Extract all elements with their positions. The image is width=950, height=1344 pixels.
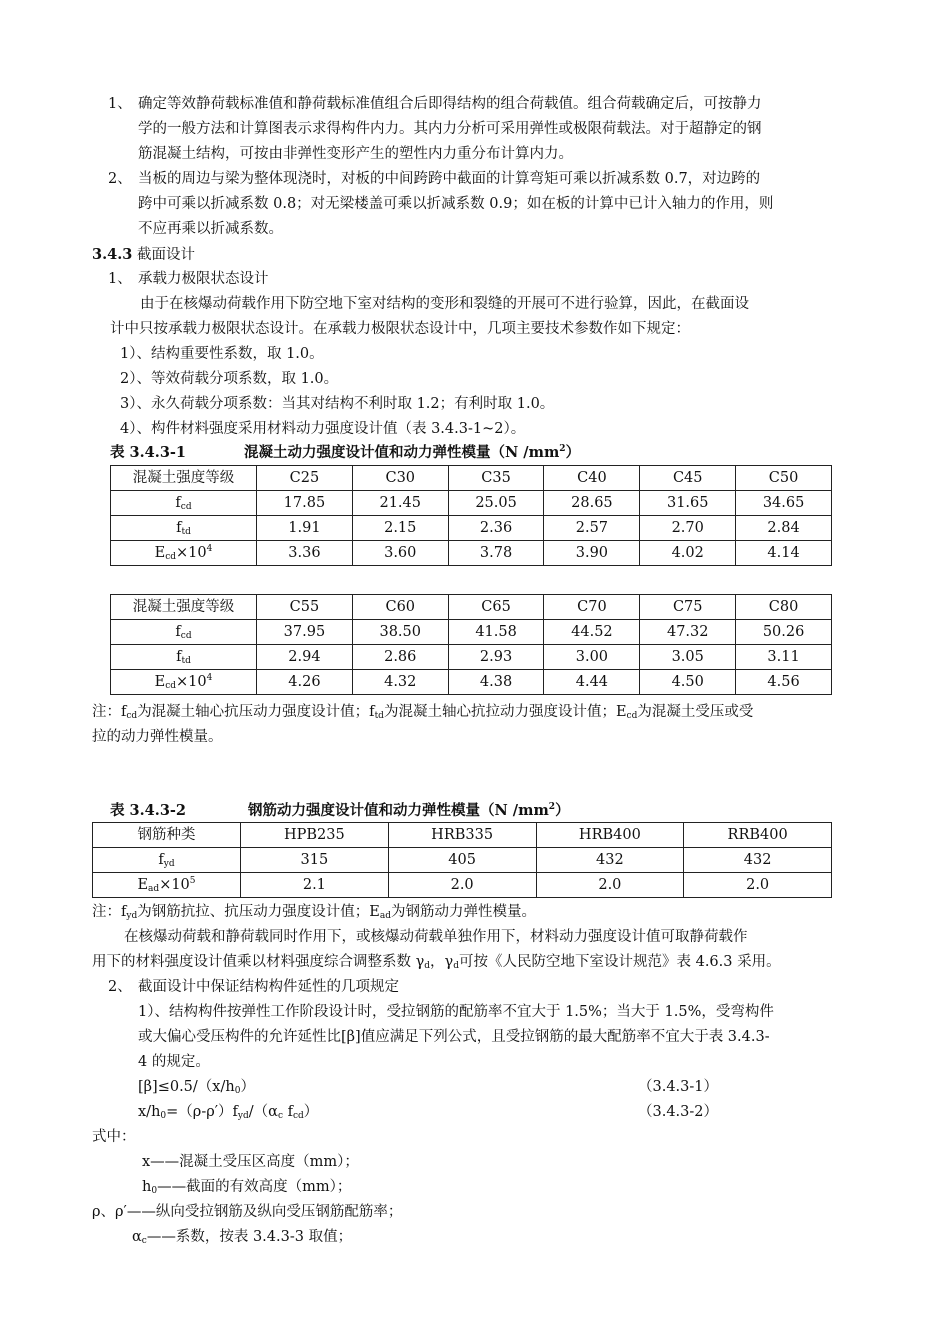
paragraph-line: 不应再乘以折减系数。 bbox=[138, 221, 283, 237]
table-row bbox=[111, 670, 832, 695]
definition: $h_0——$截面的有效高度（mm）； bbox=[142, 1179, 352, 1196]
rule-item: 1）、结构重要性系数，取 1.0。 bbox=[120, 346, 324, 362]
table-cell: 4.26 bbox=[257, 670, 353, 695]
rule-item: 4）、构件材料强度采用材料动力强度设计值（表 3.4.3-1~2）。 bbox=[120, 421, 526, 437]
steel-table bbox=[92, 822, 832, 898]
where-label: 式中： bbox=[92, 1129, 136, 1145]
concrete-table-part1 bbox=[110, 465, 832, 566]
row-label: 混凝土强度等级 bbox=[111, 595, 257, 620]
table-cell: C30 bbox=[352, 466, 448, 491]
table-cell: 2.15 bbox=[352, 516, 448, 541]
list-number: 1、 bbox=[108, 96, 132, 112]
table-cell: 28.65 bbox=[544, 491, 640, 516]
row-label: $f_{td}$ bbox=[111, 645, 257, 670]
table-cell: 4.32 bbox=[352, 670, 448, 695]
paragraph-line: 或大偏心受压构件的允许延性比[β]值应满足下列公式，且受拉钢筋的最大配筋率不宜大于表 3.4.3- bbox=[138, 1029, 770, 1045]
table-cell: 2.0 bbox=[536, 873, 684, 898]
table-row bbox=[111, 541, 832, 566]
table-row bbox=[111, 620, 832, 645]
formula: $x/h_0=(\rho-\rho')f_{yd}/(\alpha_c$ $f_{cd}$） bbox=[138, 1104, 319, 1121]
paragraph-line: 筋混凝土结构，可按由非弹性变形产生的塑性内力重分布计算内力。 bbox=[138, 146, 573, 162]
concrete-table-part2 bbox=[110, 594, 832, 695]
table-cell: 4.14 bbox=[736, 541, 832, 566]
paragraph-line: 学的一般方法和计算图表示求得构件内力。其内力分析可采用弹性或极限荷载法。对于超静定的钢 bbox=[138, 121, 762, 137]
table-cell: HRB335 bbox=[388, 823, 536, 848]
definition: ρ、ρ′——纵向受拉钢筋及纵向受压钢筋配筋率； bbox=[92, 1204, 403, 1220]
table-row bbox=[111, 645, 832, 670]
table-cell: 25.05 bbox=[448, 491, 544, 516]
paragraph-line: 用下的材料强度设计值乘以材料强度综合调整系数 $\gamma_d$，$\gamma_d$可按《人民防空地下室设计规范》表 4.6.3 采用。 bbox=[92, 954, 781, 971]
paragraph-line: 确定等效静荷载标准值和静荷载标准值组合后即得结构的组合荷载值。组合荷载确定后，可按静力 bbox=[138, 96, 762, 112]
table-cell: C65 bbox=[448, 595, 544, 620]
table-cell: C35 bbox=[448, 466, 544, 491]
paragraph-line: 1）、结构构件按弹性工作阶段设计时，受拉钢筋的配筋率不宜大于 1.5%；当大于 1.5%，受弯构件 bbox=[138, 1004, 774, 1020]
table-cell: C60 bbox=[352, 595, 448, 620]
table-cell: 2.84 bbox=[736, 516, 832, 541]
section-heading bbox=[92, 242, 195, 268]
row-label: $f_{cd}$ bbox=[111, 620, 257, 645]
table-cell: C80 bbox=[736, 595, 832, 620]
table-cell: 50.26 bbox=[736, 620, 832, 645]
table-cell: 47.32 bbox=[640, 620, 736, 645]
table-cell: 3.78 bbox=[448, 541, 544, 566]
formula: $[\beta]\le 0.5/(x/h_0)$ bbox=[138, 1079, 255, 1096]
table-row bbox=[93, 848, 832, 873]
table-cell: C75 bbox=[640, 595, 736, 620]
table-cell: 38.50 bbox=[352, 620, 448, 645]
table-cell: 3.00 bbox=[544, 645, 640, 670]
table-cell: C55 bbox=[257, 595, 353, 620]
table-cell: 4.02 bbox=[640, 541, 736, 566]
definition: x——混凝土受压区高度（mm）； bbox=[142, 1154, 359, 1170]
table-cell: HRB400 bbox=[536, 823, 684, 848]
table-cell: 4.38 bbox=[448, 670, 544, 695]
table-note: 拉的动力弹性模量。 bbox=[92, 729, 223, 745]
subsection-number: 1、 bbox=[108, 271, 132, 287]
table-cell: HPB235 bbox=[241, 823, 389, 848]
table-cell: C45 bbox=[640, 466, 736, 491]
table-cell: 432 bbox=[536, 848, 684, 873]
formula-number: （3.4.3-1） bbox=[638, 1079, 719, 1095]
table-note: 注：$f_{yd}$为钢筋抗拉、抗压动力强度设计值；$E_{ad}$为钢筋动力弹性模量。 bbox=[92, 904, 536, 921]
formula-number: （3.4.3-2） bbox=[638, 1104, 719, 1120]
table-cell: 1.91 bbox=[257, 516, 353, 541]
paragraph-line: 在核爆动荷载和静荷载同时作用下，或核爆动荷载单独作用下，材料动力强度设计值可取静荷载作 bbox=[124, 929, 748, 945]
paragraph-line: 跨中可乘以折减系数 0.8；对无梁楼盖可乘以折减系数 0.9；如在板的计算中已计入轴力的作用，则 bbox=[138, 196, 774, 212]
table-cell: 2.57 bbox=[544, 516, 640, 541]
table-caption-number: 表 3.4.3-1 bbox=[110, 444, 187, 461]
table-row bbox=[111, 491, 832, 516]
table-cell: 315 bbox=[241, 848, 389, 873]
table-cell: 2.86 bbox=[352, 645, 448, 670]
table-cell: 44.52 bbox=[544, 620, 640, 645]
subsection-title: 承载力极限状态设计 bbox=[138, 271, 269, 287]
table-cell: 405 bbox=[388, 848, 536, 873]
table-cell: 31.65 bbox=[640, 491, 736, 516]
paragraph-line: 4 的规定。 bbox=[138, 1054, 210, 1070]
row-label: $E_{cd}\times 10^4$ bbox=[111, 541, 257, 566]
table-cell: 21.45 bbox=[352, 491, 448, 516]
table-cell: 41.58 bbox=[448, 620, 544, 645]
table-cell: 3.05 bbox=[640, 645, 736, 670]
table-row bbox=[111, 516, 832, 541]
table-cell: 432 bbox=[684, 848, 832, 873]
table-cell: 2.0 bbox=[388, 873, 536, 898]
table-note: 注：$f_{cd}$为混凝土轴心抗压动力强度设计值；$f_{td}$为混凝土轴心抗拉动力强度设计值；$E_{cd}$为混凝土受压或受 bbox=[92, 704, 754, 721]
table-caption-title: 混凝土动力强度设计值和动力弹性模量（N $/mm^2$） bbox=[244, 444, 581, 461]
table-cell: 2.0 bbox=[684, 873, 832, 898]
rule-item: 2）、等效荷载分项系数，取 1.0。 bbox=[120, 371, 339, 387]
table-cell: 4.44 bbox=[544, 670, 640, 695]
row-label: $f_{cd}$ bbox=[111, 491, 257, 516]
section-number: 3.4.3 bbox=[92, 246, 133, 263]
table-cell: 37.95 bbox=[257, 620, 353, 645]
section-title: 截面设计 bbox=[132, 247, 195, 263]
table-cell: 2.93 bbox=[448, 645, 544, 670]
table-cell: C50 bbox=[736, 466, 832, 491]
table-cell: 2.94 bbox=[257, 645, 353, 670]
table-cell: C40 bbox=[544, 466, 640, 491]
row-label: $f_{yd}$ bbox=[93, 848, 241, 873]
table-row bbox=[93, 873, 832, 898]
table-cell: C70 bbox=[544, 595, 640, 620]
rule-item: 3）、永久荷载分项系数：当其对结构不利时取 1.2；有利时取 1.0。 bbox=[120, 396, 555, 412]
table-caption-number: 表 3.4.3-2 bbox=[110, 802, 187, 819]
table-cell: 2.1 bbox=[241, 873, 389, 898]
table-cell: 3.90 bbox=[544, 541, 640, 566]
table-cell: 3.36 bbox=[257, 541, 353, 566]
row-label: $f_{td}$ bbox=[111, 516, 257, 541]
list-number: 2、 bbox=[108, 171, 132, 187]
row-label: 钢筋种类 bbox=[93, 823, 241, 848]
table-caption-title: 钢筋动力强度设计值和动力弹性模量（N $/mm^2$） bbox=[248, 802, 570, 819]
row-label: 混凝土强度等级 bbox=[111, 466, 257, 491]
definition: $\alpha_c——$系数，按表 3.4.3-3 取值； bbox=[132, 1229, 353, 1246]
table-row bbox=[111, 595, 832, 620]
table-cell: 4.50 bbox=[640, 670, 736, 695]
table-cell: 2.36 bbox=[448, 516, 544, 541]
table-cell: 4.56 bbox=[736, 670, 832, 695]
subsection-title: 截面设计中保证结构构件延性的几项规定 bbox=[138, 979, 399, 995]
row-label: $E_{ad}\times 10^5$ bbox=[93, 873, 241, 898]
paragraph-line: 由于在核爆动荷载作用下防空地下室对结构的变形和裂缝的开展可不进行验算，因此，在截面设 bbox=[140, 296, 749, 312]
subsection-number: 2、 bbox=[108, 979, 132, 995]
table-cell: 2.70 bbox=[640, 516, 736, 541]
table-row bbox=[93, 823, 832, 848]
table-cell: RRB400 bbox=[684, 823, 832, 848]
table-cell: C25 bbox=[257, 466, 353, 491]
table-cell: 34.65 bbox=[736, 491, 832, 516]
table-cell: 3.60 bbox=[352, 541, 448, 566]
table-row bbox=[111, 466, 832, 491]
table-cell: 3.11 bbox=[736, 645, 832, 670]
row-label: $E_{cd}\times 10^4$ bbox=[111, 670, 257, 695]
table-cell: 17.85 bbox=[257, 491, 353, 516]
paragraph-line: 计中只按承载力极限状态设计。在承载力极限状态设计中，几项主要技术参数作如下规定： bbox=[110, 321, 690, 337]
paragraph-line: 当板的周边与梁为整体现浇时，对板的中间跨跨中截面的计算弯矩可乘以折减系数 0.7，对边跨的 bbox=[138, 171, 761, 187]
